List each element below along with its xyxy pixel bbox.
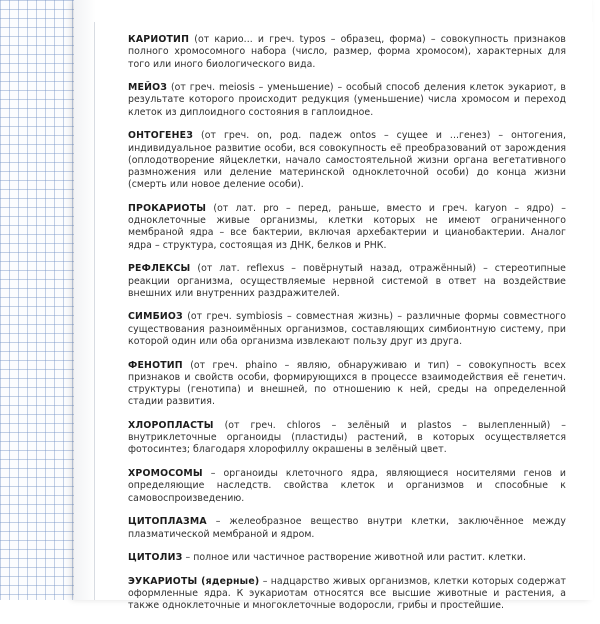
glossary-entry-eukaryotes (128, 576, 566, 613)
glossary-entry-karyotype (128, 34, 566, 71)
glossary-entry-symbiosis (128, 311, 566, 348)
term: ЦИТОЛИЗ (128, 552, 183, 564)
definition: (от греч. symbiosis – совместная жизнь) – различные формы совместного существования разноимённых организмов, составляющих симбионтную систему, при которой один или оба организма извлекают пользу друг из друга. (128, 311, 566, 347)
term: ОНТОГЕНЕЗ (128, 130, 194, 142)
glossary-entry-phenotype (128, 360, 566, 409)
definition: (от греч. meiosis – уменьшение) – особый способ деления клеток эукариот, в результате которого происходит редукция (уменьшение) числа хромосом и переход клеток из диплоидного состояния в гаплоидное. (128, 82, 566, 118)
glossary-entry-cytoplasm (128, 516, 566, 541)
term: ЭУКАРИОТЫ (ядерные) (128, 575, 260, 587)
glossary-entry-prokaryotes (128, 203, 566, 252)
definition: (от греч. on, род. падеж ontos – сущее и ...генез) – онтогения, индивидуальное развитие особи, вся совокупность её преобразований от зарождения (оплодотворение яйцеклетки, начало самостоятельной жизни органа вегетативного размножения или деление материнской одноклеточной особи) до конца жизни (смерть или новое деление особи). (128, 130, 566, 191)
glossary-entry-cytolysis (128, 552, 566, 564)
definition: – полное или частичное растворение животной или растит. клетки. (182, 552, 526, 564)
glossary-entry-chromosomes (128, 468, 566, 505)
term: СИМБИОЗ (128, 311, 183, 323)
glossary-text (128, 34, 566, 624)
term: ХЛОРОПЛАСТЫ (128, 419, 214, 431)
definition: – желеобразное вещество внутри клетки, заключённое между плазматической мембраной и ядром. (128, 516, 566, 540)
glossary-entry-reflexes (128, 263, 566, 300)
definition: – надцарство живых организмов, клетки которых содержат оформленные ядра. К эукариотам относятся все высшие животные и растения, а также одноклеточные и многоклеточные водоросли, грибы и простейшие. (128, 575, 566, 612)
glossary-entry-chloroplasts (128, 420, 566, 457)
definition: (от греч. phaino – являю, обнаруживаю и тип) – совокупность всех признаков и свойств особи, формирующихся в процессе взаимодействия её генетич. структуры (генотипа) и внешней, по отношению к ней, среды на определенной стадии развития. (128, 359, 566, 408)
term: КАРИОТИП (128, 34, 190, 45)
definition: (от лат. pro – перед, раньше, вместо и греч. karyon – ядро) – одноклеточные живые организмы, клетки которых не имеют ограниченного мембраной ядра – все бактерии, включая архебактерии и цианобактерии. Аналог ядра – структура, состоящая из ДНК, белков и РНК. (128, 202, 566, 251)
term: ХРОМОСОМЫ (128, 468, 203, 480)
definition: (от лат. reflexus – повёрнутый назад, отражённый) – стереотипные реакции организма, осуществляемые нервной системой в ответ на воздействие внешних или внутренних раздражителей. (128, 263, 566, 299)
term: ПРОКАРИОТЫ (128, 202, 207, 214)
glossary-entry-ontogenesis (128, 130, 566, 191)
term: ФЕНОТИП (128, 359, 183, 371)
term: ЦИТОПЛАЗМА (128, 516, 207, 528)
definition: (от карио... и греч. typos – образец, форма) – совокупность признаков полного хромосомного набора (число, размер, форма хромосом), характерных для того или иного биологического вида. (128, 34, 566, 70)
definition: (от греч. chloros – зелёный и plastos – вылепленный) – внутриклеточные органоиды (пластиды) растений, в которых осуществляется фотосинтез; благодаря хлорофиллу окрашены в зелёный цвет. (128, 419, 566, 456)
term: РЕФЛЕКСЫ (128, 263, 191, 275)
notebook-spine (74, 0, 96, 600)
definition: – органоиды клеточного ядра, являющиеся носителями генов и определяющие наследств. свойства клеток и организмов и способные к самовоспроизведению. (128, 468, 566, 504)
glossary-entry-meiosis (128, 82, 566, 119)
term: МЕЙОЗ (128, 82, 168, 94)
